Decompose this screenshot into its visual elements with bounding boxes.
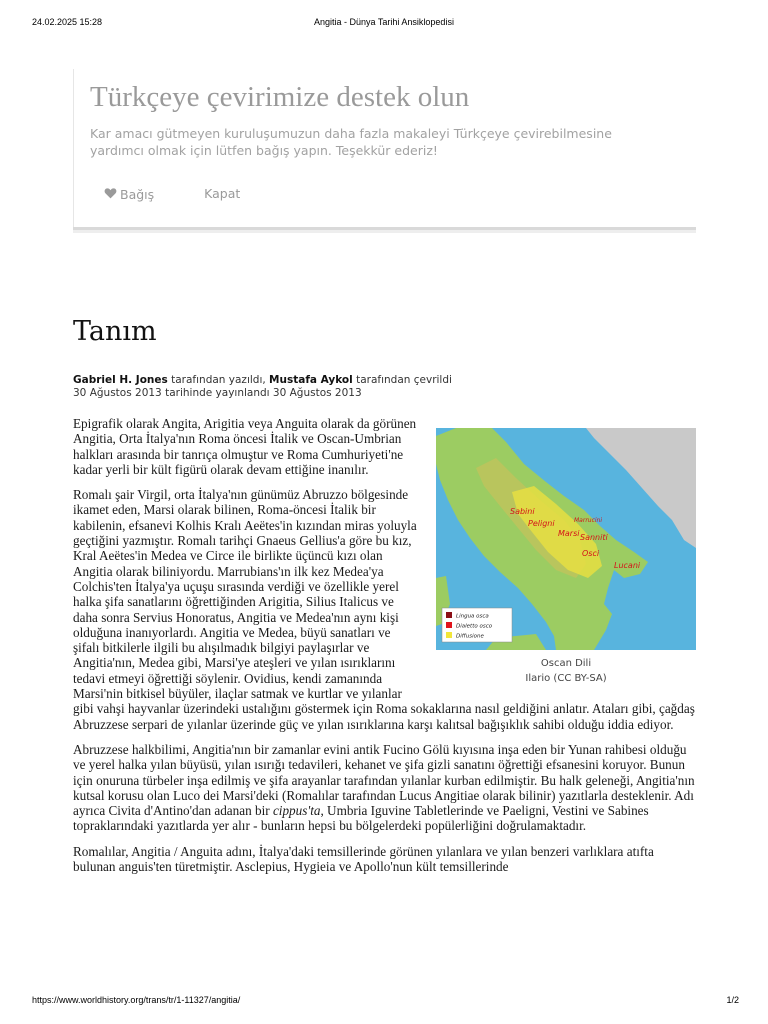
legend-label: Dialetto osco — [456, 623, 493, 630]
paragraph: Romalı şair Virgil, orta İtalya'nın günümüz Abruzzo bölgesinde ikamet eden, Marsi olarak bilinen, Roma-öncesi İtalik bir kabilenin, efsanevi Kolhis Kralı Aeëtes'in kızından miras yoluyla geçtiğini yazmıştır. Romalı tarihçi Gnaeus Gellius'a göre bu kız, Kral Aeëtes'in Medea ve Circe ile birlikte üçüncü kızı olan Angitia olarak biliniyordu. Marrubians'ın ilk kez Medea'ya Colchis'ten İtalya'ya uçuşu sırasında verdiği ve özellikle yerel halka şifa sanatlarını öğrettiğinden Arigitia, Silius Italicus ve daha sonra Servius Honoratus, Angitia ve Medea'nın aynı kişi olduğuna inanıyorlardı. Angitia ve Medea, büyü sanatları ve şifalı bitkilerle ilgili bu alışılmadık bilgiyi paylaşırlar ve Angitia'nın, Medea gibi, Marsi'ye ateşleri ve yılan ısırıklarını tedavi etmeyi öğrettiği söylenir. Ovidius, kendi zamanında Marsi'nin bitkisel büyüler, ilaçlar satmak ve kurtlar ve yılanlar gibi vahşi hayvanlar üzerindeki ustalığını göstermek için Roma sokaklarına nasıl geldiğini anlatır. Ataları gibi, çağdaş Abruzzese serpari de yılanlar üzerinde güç ve yılan ısırıklarına karşı kalıtsal bağışıklık sahibi olduğu iddia ediyor. — [73, 487, 695, 732]
map-label: Osci — [582, 549, 600, 558]
banner-title: Türkçeye çevirimize destek olun — [90, 81, 470, 113]
paragraph-text: , Umbria Iguvine Tabletlerinde ve Paeligni, Vestini ve Sabines topraklarındaki yazıtlarda yer alır - bunların hepsi bu bölgelerdeki popülerliğini doğrulamaktadır. — [73, 803, 649, 834]
figure-credit[interactable]: Ilario (CC BY-SA) — [525, 673, 607, 684]
paragraph: Epigrafik olarak Angita, Arigitia veya Anguita olarak da görünen Angitia, Orta İtalya'nın Roma öncesi İtalik ve Oscan-Umbrian halkları arasında bir tanrıça olmuştur ve Roma Cumhuriyeti'ne kadar yerli bir kült figürü olarak devam ettiğine inanılır. — [73, 416, 417, 477]
paragraph — [73, 742, 695, 834]
translator-link[interactable]: Mustafa Aykol — [269, 374, 353, 386]
author-link[interactable]: Gabriel H. Jones — [73, 374, 168, 386]
article-body — [73, 416, 695, 884]
paragraph-emphasis: cippus'ta — [272, 803, 321, 819]
byline — [73, 374, 693, 400]
print-url: https://www.worldhistory.org/trans/tr/1-11327/angitia/ — [32, 995, 241, 1005]
page-title: Tanım — [73, 316, 157, 347]
figure-caption-title: Oscan Dili — [540, 658, 592, 669]
map-label: Lucani — [614, 561, 641, 570]
paragraph: Romalılar, Angitia / Anguita adını, İtalya'daki temsillerinde görünen yılanlara ve yılan benzeri varlıklara atıfta bulunan anguis'ten türetmiştir. Asclepius, Hygieia ve Apollo'nun kült temsillerinde — [73, 843, 654, 875]
paragraph-text: Abruzzese halkbilimi, Angitia'nın bir zamanlar evini antik Fucino Gölü kıyısına inşa eden bir Yunan rahibesi olduğu ve yerel halka yılan büyüsü, yılan ısırığı tedavileri, kehanet ve şifa gizli sanatını öğrettiği efsanesini koruyor. Bunun için onuruna türbeler inşa edilmiş ve şifa arayanlar tarafından yılanlar kurban edilmiştir. Bu halk geleneği, Angitia'nın kutsal korusu olan Luco dei Marsi'deki (Romalılar tarafından Lucus Angitiae olarak bilinir) yazıtlarla desteklenir. Adı ayrıca Civita d'Antino'dan adanan bir — [73, 741, 695, 819]
print-page-number: 1/2 — [726, 995, 739, 1005]
map-label: Peligni — [528, 519, 555, 528]
heart-icon — [104, 187, 117, 199]
map-label: Marrucini — [574, 517, 603, 524]
print-page-title: Angitia - Dünya Tarihi Ansiklopedisi — [314, 17, 454, 27]
map-label: Sanniti — [580, 533, 608, 542]
legend-label: Lingua osca — [456, 613, 489, 620]
banner-actions — [104, 185, 240, 202]
map-label: Sabini — [510, 507, 535, 516]
figure-spacer — [419, 416, 695, 688]
translator-suffix: tarafından çevrildi — [352, 374, 452, 386]
donation-banner — [73, 69, 696, 227]
donate-button[interactable] — [104, 186, 154, 202]
legend-label: Diffusione — [456, 633, 484, 640]
publish-dates: 30 Ağustos 2013 tarihinde yayınlandı 30 Ağustos 2013 — [73, 387, 362, 399]
map-label: Marsi — [558, 529, 580, 538]
close-button[interactable]: Kapat — [204, 186, 241, 201]
print-datetime: 24.02.2025 15:28 — [32, 17, 103, 27]
banner-text: Kar amacı gütmeyen kuruluşumuzun daha fazla makaleyi Türkçeye çevirebilmesine yardımcı olmak için lütfen bağış yapın. Teşekkür ederiz! — [90, 126, 612, 158]
author-suffix: tarafından yazıldı, — [167, 374, 270, 386]
donate-label: Bağış — [120, 186, 155, 202]
